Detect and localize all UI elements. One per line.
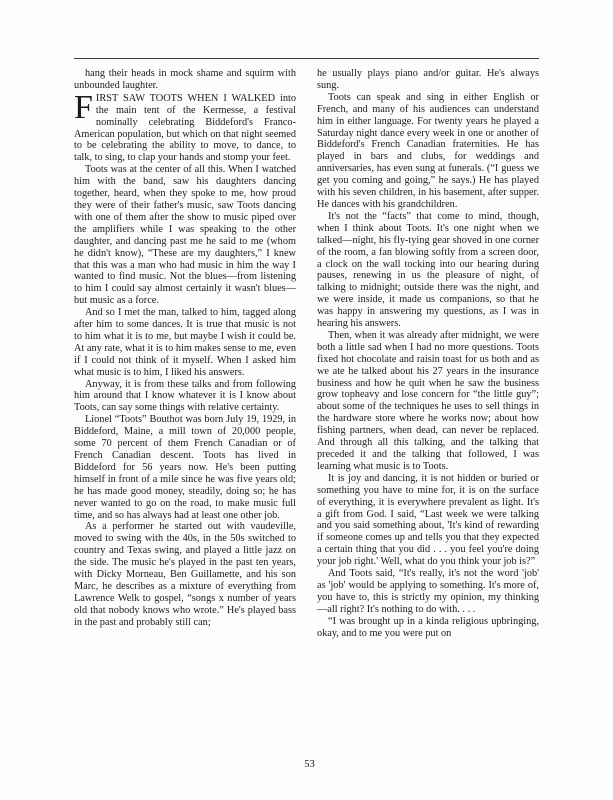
paragraph-with-dropcap xyxy=(74,88,297,164)
article-body xyxy=(74,68,539,758)
paragraph-text: IRST SAW TOOTS WHEN I WALKED into the main tent of the Kermesse, a festival nominally celebrating Biddeford's Franco-American population, but which on that night seemed to be celebrating the ability to move, to dance, to talk, to sing, to clap your hands and stomp your feet. xyxy=(74,92,297,164)
left-column xyxy=(74,68,296,758)
drop-cap-letter: F xyxy=(74,88,93,126)
paragraph: hang their heads in mock shame and squirm with unbounded laughter. xyxy=(74,68,296,91)
page-number xyxy=(0,759,613,770)
header-rule xyxy=(74,58,539,59)
paragraph: Toots can speak and sing in either English or French, and many of his audiences can understand him in either language. For twenty years he played a Saturday night dance every week in one or another of Biddeford's French Canadian fraternities. He has played in bars and clubs, for weddings and anniversaries, has even sung at funerals. (“I guess we get you coming and going,” he says.) He has played with his seven children, in his basement, after supper. He dances with his grandchildren. xyxy=(317,91,539,210)
small-caps-lead-in: IRST SAW TOOTS WHEN I WALKED xyxy=(95,92,276,104)
paragraph: Anyway, it is from these talks and from following him around that I know whatever it is I know about Toots, can say some things with relative certainty. xyxy=(74,378,296,414)
paragraph: Then, when it was already after midnight, we were both a little sad when I had no more questions. Toots fixed hot chocolate and raisin toast for us both and as we ate he talked about his 27 years in the insurance business and how he quit when he saw the business grow topheavy and lose concern for “the little guy”; about some of the techniques he uses to sell things in the hardware store where he works now; about how fishing partners, when dead, can never be replaced. And through all this talking, and the talking that preceded it and the talking that followed, I was learning what music is to Toots. xyxy=(317,329,539,472)
paragraph: Toots was at the center of all this. When I watched him with the band, saw his daughters dancing together, heard, when they spoke to me, how proud they were of their father's music, saw Toots dancing with one of them after the show to music piped over the amplifiers while I was speaking to the other daughter, and dancing past me he said to me (whom he didn't know), “These are my daughters,” I knew that this was a man who had music in him the way I wanted to find music. Not the blues—from listening to him I could say almost certainly it wasn't blues—but music as a force. xyxy=(74,164,296,307)
paragraph: As a performer he started out with vaudeville, moved to swing with the 40s, in the 50s switched to country and Texas swing, and played a little jazz on the side. The music he's played in the past ten years, with Dicky Morneau, Ben Guillamette, and his son Marc, he describes as a mixture of everything from Lawrence Welk to gospel, “songs x number of years old that nobody knows who wrote.” He's played bass in the past and probably still can; xyxy=(74,521,296,628)
paragraph: Lionel “Toots” Bouthot was born July 19, 1929, in Biddeford, Maine, a mill town of 20,000 people, some 70 percent of them French Canadian or of French Canadian descent. Toots has lived in Biddeford for 56 years now. He's been putting himself in front of a mile since he was five years old; he has made good money, steadily, doing so; he has never wanted to go on the road, to make music full time, and so has always had at least one other job. xyxy=(74,414,296,521)
paragraph: It is joy and dancing, it is not hidden or buried or something you have to mine for, it is on the surface of everything, it is everywhere prevalent as light. It's a gift from God. I said, “Last week we were talking and you said something about, 'It's kind of rewarding if someone comes up and tells you that they expected a certain thing that you did . . . you feel you're doing your job right.' Well, what do you think your job is?” xyxy=(317,472,539,568)
paragraph: And Toots said, “It's really, it's not the word 'job' as 'job' would be applying to something. It's more of, you have to, this is strictly my opinion, my thinking—all right? It's nothing to do with. . . . xyxy=(317,568,539,615)
paragraph: It's not the “facts” that come to mind, though, when I think about Toots. It's one night when we talked—night, his fly-tying gear shoved in one corner of the room, a fan blowing softly from a screen door, a clock on the wall tocking into our hearing during pauses, renewing in us the pleasure of night, of talking to midnight; outside there was the night, and we were inside, it made us companions, so that he was happy in answering my questions, as I was in hearing his answers. xyxy=(317,210,539,330)
paragraph: And so I met the man, talked to him, tagged along after him to some dances. It is true that music is not to him what it is to me, but maybe I wish it could be. At any rate, what it is to him makes sense to me, even if I could not think of it myself. When I asked him what music is to him, I liked his answers. xyxy=(74,307,296,378)
page-number-text: 53 xyxy=(304,759,315,770)
right-column xyxy=(317,68,539,758)
paragraph: “I was brought up in a kinda religious upbringing, okay, and to me you were put on xyxy=(317,615,539,639)
paragraph: he usually plays piano and/or guitar. He's always sung. xyxy=(317,68,539,91)
